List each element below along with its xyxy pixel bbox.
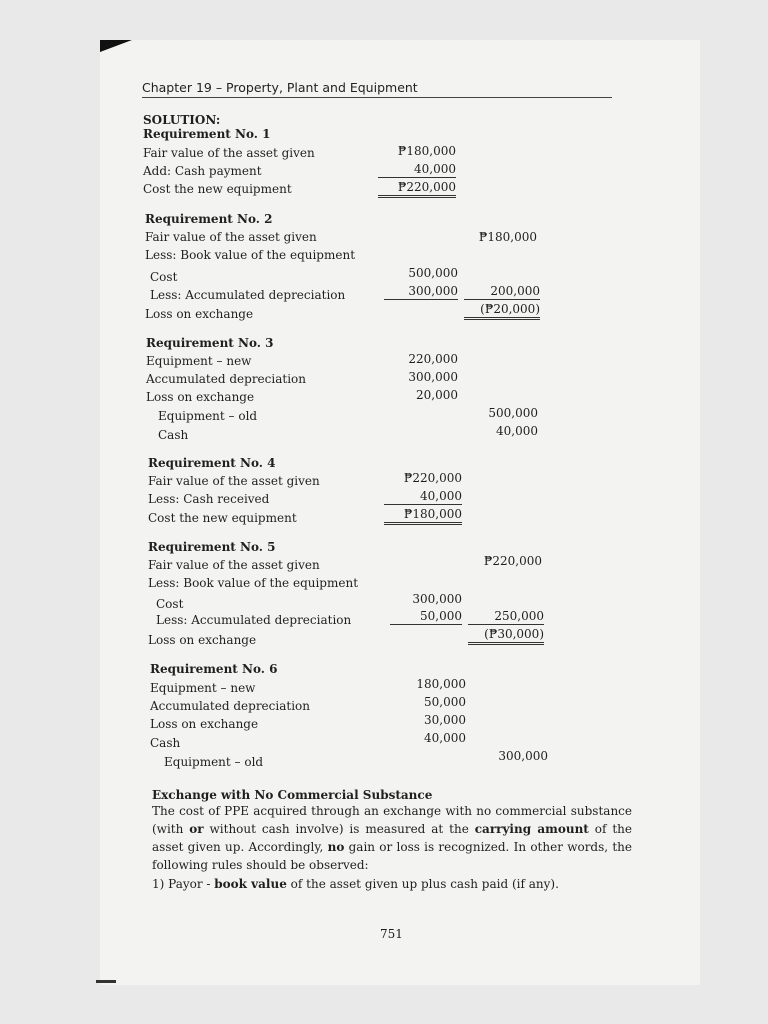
req5-value-book: 250,000: [468, 608, 544, 625]
req1-line-cash-payment: Add: Cash payment: [143, 164, 262, 178]
req2-line-book-value: Less: Book value of the equipment: [145, 248, 356, 262]
header-rule: [142, 97, 612, 98]
req2-value-fair: ₱180,000: [478, 230, 537, 244]
rule-number: 1): [152, 877, 165, 891]
section-paragraph: [152, 802, 632, 874]
req2-value-accum-dep: 300,000: [384, 283, 458, 300]
req5-value-fair: ₱220,000: [483, 554, 542, 568]
req2-line-accum-dep: Less: Accumulated depreciation: [150, 288, 346, 302]
req5-value-cost: 300,000: [412, 592, 462, 606]
req2-value-loss: (₱20,000): [464, 301, 540, 320]
paragraph-text: The cost of PPE acquired through an exchange with no commercial substance (with: [152, 804, 632, 836]
req6-debit-equipment: 180,000: [416, 677, 466, 691]
chapter-title: Chapter 19 – Property, Plant and Equipment: [142, 80, 418, 95]
req5-value-loss: (₱30,000): [468, 626, 544, 645]
req3-line-accum-dep: Accumulated depreciation: [146, 372, 306, 386]
req6-debit-cash: 40,000: [424, 731, 466, 745]
req4-line-fair-value: Fair value of the asset given: [148, 474, 320, 488]
section-heading: Exchange with No Commercial Substance: [152, 788, 433, 802]
req6-line-accum-dep: Accumulated depreciation: [150, 699, 310, 713]
scan-mark: [96, 980, 116, 983]
req6-credit-equipment-old: 300,000: [498, 749, 548, 763]
req3-line-loss: Loss on exchange: [146, 390, 255, 404]
req4-line-cash-received: Less: Cash received: [148, 492, 270, 506]
req3-credit-equipment-old: 500,000: [488, 406, 538, 420]
paragraph-bold-or: or: [189, 822, 204, 836]
req4-heading: Requirement No. 4: [148, 456, 276, 470]
req6-heading: Requirement No. 6: [150, 662, 278, 676]
paragraph-bold-no: no: [327, 840, 345, 854]
paragraph-text: gain or loss is recognized. In other words, the following rules should be observed:: [152, 840, 633, 872]
req6-debit-loss: 30,000: [424, 713, 466, 727]
req2-line-fair-value: Fair value of the asset given: [145, 230, 317, 244]
rule-text: Payor -: [168, 877, 215, 891]
paragraph-text: without cash involve) is measured at the: [203, 822, 475, 836]
req5-line-fair-value: Fair value of the asset given: [148, 558, 320, 572]
req4-value-cost: ₱180,000: [384, 506, 462, 525]
req3-heading: Requirement No. 3: [146, 336, 274, 350]
solution-label: SOLUTION:: [143, 113, 221, 127]
rule-text: of the asset given up plus cash paid (if any).: [286, 877, 559, 891]
corner-mark: [100, 40, 132, 52]
req3-debit-equipment: 220,000: [408, 352, 458, 366]
req6-line-equipment-new: Equipment – new: [150, 681, 256, 695]
req4-line-cost: Cost the new equipment: [148, 511, 297, 525]
req5-line-loss: Loss on exchange: [148, 633, 257, 647]
req3-debit-loss: 20,000: [416, 388, 458, 402]
req6-debit-accum-dep: 50,000: [424, 695, 466, 709]
req1-line-fair-value: Fair value of the asset given: [143, 146, 315, 160]
req3-credit-cash: 40,000: [496, 424, 538, 438]
req2-heading: Requirement No. 2: [145, 212, 273, 226]
req2-value-cost: 500,000: [408, 266, 458, 280]
rule-item-1: [152, 876, 559, 892]
req4-value-cash: 40,000: [384, 488, 462, 505]
req6-line-cash: Cash: [150, 736, 181, 750]
req3-line-equipment-new: Equipment – new: [146, 354, 252, 368]
paragraph-text: of the asset given up. Accordingly,: [152, 822, 633, 854]
req4-value-fair: ₱220,000: [403, 471, 462, 485]
req2-line-loss: Loss on exchange: [145, 307, 254, 321]
req5-line-cost: Cost: [156, 597, 184, 611]
req2-value-book: 200,000: [464, 283, 540, 300]
req6-line-equipment-old: Equipment – old: [164, 755, 264, 769]
req3-line-equipment-old: Equipment – old: [158, 409, 258, 423]
req5-heading: Requirement No. 5: [148, 540, 276, 554]
rule-bold-book-value: book value: [214, 877, 287, 891]
req3-debit-accum-dep: 300,000: [408, 370, 458, 384]
page-number: 751: [380, 927, 403, 941]
req5-line-book-value: Less: Book value of the equipment: [148, 576, 359, 590]
req1-value-cash: 40,000: [378, 161, 456, 178]
req6-line-loss: Loss on exchange: [150, 717, 259, 731]
req1-value-fair: ₱180,000: [397, 144, 456, 158]
req2-line-cost: Cost: [150, 270, 178, 284]
req1-line-cost: Cost the new equipment: [143, 182, 292, 196]
paragraph-bold-carrying-amount: carrying amount: [474, 822, 589, 836]
req1-value-cost: ₱220,000: [378, 179, 456, 198]
req5-value-accum-dep: 50,000: [390, 608, 462, 625]
req3-line-cash: Cash: [158, 428, 189, 442]
req5-line-accum-dep: Less: Accumulated depreciation: [156, 613, 352, 627]
req1-heading: Requirement No. 1: [143, 127, 271, 141]
